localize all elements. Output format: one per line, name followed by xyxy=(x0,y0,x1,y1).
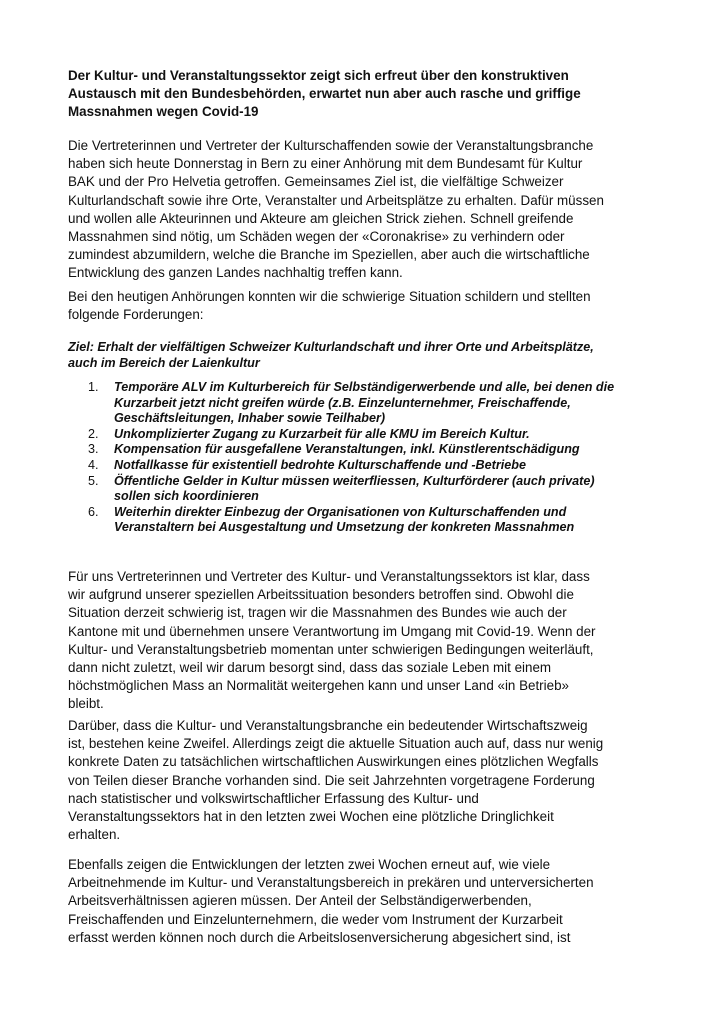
demand-number: 3. xyxy=(88,442,99,457)
text-line: von Teilen dieser Branche vorhanden sind. Die seit Jahrzehnten vorgetragene Forderung xyxy=(68,772,595,788)
text-line: Ebenfalls zeigen die Entwicklungen der letzten zwei Wochen erneut auf, wie viele xyxy=(68,857,551,872)
title-line: Massnahmen wegen Covid-19 xyxy=(68,104,259,119)
title-line: Der Kultur- und Veranstaltungssektor zeigt sich erfreut über den konstruktiven xyxy=(68,68,569,83)
text-line: Für uns Vertreterinnen und Vertreter des Kultur- und Veranstaltungssektors ist klar, dass xyxy=(68,569,590,584)
text-line: Die Vertreterinnen und Vertreter der Kulturschaffenden sowie der Veranstaltungsbranche xyxy=(68,138,594,153)
text-line: Bei den heutigen Anhörungen konnten wir die schwierige Situation schildern und stellten xyxy=(68,289,591,304)
text-line: Veranstaltungssektors hat in den letzten zwei Wochen eine plötzliche Dringlichkeit xyxy=(68,809,554,825)
text-line: Situation derzeit schwierig ist, tragen wir die Massnahmen des Bundes wie auch der xyxy=(68,605,567,621)
demand-line: Temporäre ALV im Kulturbereich für Selbständigerwerbende und alle, bei denen die xyxy=(114,380,615,394)
text-line: Darüber, dass die Kultur- und Veranstaltungsbranche ein bedeutender Wirtschaftszweig xyxy=(68,718,588,733)
demand-item xyxy=(88,505,648,536)
text-line: bleibt. xyxy=(68,696,104,712)
demands-list xyxy=(88,380,648,536)
paragraph-intro xyxy=(68,137,668,283)
text-line: zumindest abzumildern, welche die Branche im Speziellen, aber auch die wirtschaftliche xyxy=(68,247,590,263)
demand-line: Kurzarbeit jetzt nicht greifen würde (z.B. Einzelunternehmer, Freischaffende, xyxy=(114,395,571,410)
demand-line: Unkomplizierter Zugang zu Kurzarbeit für alle KMU im Bereich Kultur. xyxy=(114,426,530,441)
demand-line: Notfallkasse für existentiell bedrohte Kulturschaffende und -Betriebe xyxy=(114,457,526,472)
paragraph-economy xyxy=(68,717,668,844)
demand-item xyxy=(88,474,648,505)
paragraph-responsibility xyxy=(68,568,668,714)
demand-item xyxy=(88,380,648,427)
demand-line: Veranstaltern bei Ausgestaltung und Umsetzung der konkreten Massnahmen xyxy=(114,520,575,535)
text-line: Kantone mit und übernehmen unsere Verantwortung im Umgang mit Covid-19. Wenn der xyxy=(68,623,596,639)
goal-line: Ziel: Erhalt der vielfältigen Schweizer Kulturlandschaft und ihrer Orte und Arbeitsplätze, xyxy=(68,340,594,354)
text-line: Arbeitnehmende im Kultur- und Veranstaltungsbereich in prekären und unterversicherten xyxy=(68,875,594,891)
document-title xyxy=(68,67,668,121)
paragraph-precarious xyxy=(68,856,668,947)
text-line: höchstmöglichen Mass an Normalität weitergehen kann und unser Land «in Betrieb» xyxy=(68,678,569,694)
text-line: wir aufgrund unserer speziellen Arbeitssituation besonders betroffen sind. Obwohl die xyxy=(68,587,574,603)
text-line: ist, bestehen keine Zweifel. Allerdings zeigt die aktuelle Situation auch auf, dass nur wenig xyxy=(68,736,604,752)
text-line: BAK und der Pro Helvetia getroffen. Gemeinsames Ziel ist, die vielfältige Schweizer xyxy=(68,174,564,190)
demand-item xyxy=(88,442,648,458)
text-line: und wollen alle Akteurinnen und Akteure am gleichen Strick ziehen. Schnell greifende xyxy=(68,210,574,226)
demand-line: Weiterhin direkter Einbezug der Organisationen von Kulturschaffenden und xyxy=(114,504,567,519)
demand-number: 4. xyxy=(88,457,99,472)
demand-line: Öffentliche Gelder in Kultur müssen weiterfliessen, Kulturförderer (auch private) xyxy=(114,473,595,488)
goal-statement xyxy=(68,340,668,371)
text-line: erhalten. xyxy=(68,827,121,843)
text-line: konkrete Daten zu tatsächlichen wirtschaftlichen Auswirkungen eines plötzlichen Wegfalls xyxy=(68,754,599,770)
paragraph-hearings xyxy=(68,288,668,324)
goal-line: auch im Bereich der Laienkultur xyxy=(68,355,260,370)
text-line: Entwicklung des ganzen Landes nachhaltig treffen kann. xyxy=(68,265,403,281)
text-line: nach statistischer und volkswirtschaftlicher Erfassung des Kultur- und xyxy=(68,790,479,806)
demand-number: 6. xyxy=(88,504,99,519)
demand-number: 5. xyxy=(88,473,99,488)
text-line: folgende Forderungen: xyxy=(68,307,204,323)
demand-number: 1. xyxy=(88,380,99,394)
text-line: Kultur- und Veranstaltungsbetrieb momentan unter schwierigen Bedingungen weiterläuft, xyxy=(68,641,594,657)
text-line: Kulturlandschaft sowie ihre Orte, Veranstalter und Arbeitsplätze zu erhalten. Dafür müssen xyxy=(68,192,604,208)
demand-number: 2. xyxy=(88,426,99,441)
demand-line: Geschäftsleitungen, Inhaber sowie Teilhaber) xyxy=(114,411,386,426)
title-line: Austausch mit den Bundesbehörden, erwartet nun aber auch rasche und griffige xyxy=(68,86,581,101)
text-line: Massnahmen sind nötig, um Schäden wegen der «Coronakrise» zu verhindern oder xyxy=(68,229,565,245)
text-line: Arbeitsverhältnissen agieren müssen. Der Anteil der Selbständigerwerbenden, xyxy=(68,893,532,909)
demand-line: sollen sich koordinieren xyxy=(114,489,259,504)
text-line: haben sich heute Donnerstag in Bern zu einer Anhörung mit dem Bundesamt für Kultur xyxy=(68,156,583,172)
text-line: erfasst werden können noch durch die Arbeitslosenversicherung abgesichert sind, ist xyxy=(68,929,571,945)
demand-line: Kompensation für ausgefallene Veranstaltungen, inkl. Künstlerentschädigung xyxy=(114,442,580,457)
demand-item xyxy=(88,427,648,443)
text-line: Freischaffenden und Einzelunternehmern, die weder vom Instrument der Kurzarbeit xyxy=(68,911,563,927)
demand-item xyxy=(88,458,648,474)
text-line: dann nicht zuletzt, weil wir darum besorgt sind, dass das soziale Leben mit einem xyxy=(68,660,552,676)
